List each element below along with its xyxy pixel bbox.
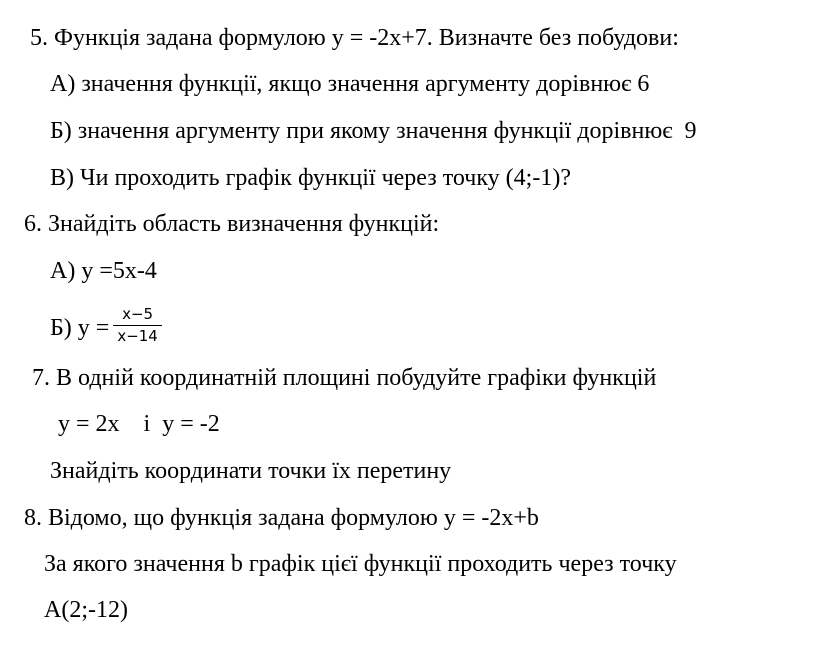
task-6-part-a: А) y =5x-4 xyxy=(50,258,157,284)
task-5-part-a: А) значення функції, якщо значення аргументу дорівнює 6 xyxy=(50,71,650,97)
task-8-question: За якого значення b графік цієї функції проходить через точку xyxy=(44,551,677,577)
task-8-point: A(2;-12) xyxy=(44,597,128,623)
fraction xyxy=(113,306,162,345)
task-7-statement: 7. В одній координатній площині побудуйте графіки функцій xyxy=(32,365,657,391)
task-8-statement: 8. Відомо, що функція задана формулою y = -2x+b xyxy=(24,505,539,531)
fraction-numerator: x−5 xyxy=(113,306,162,326)
task-6-statement: 6. Знайдіть область визначення функцій: xyxy=(24,211,440,237)
task-5-part-b: Б) значення аргументу при якому значення функції дорівнює 9 xyxy=(50,118,697,144)
task-7-functions: y = 2x і y = -2 xyxy=(58,411,220,437)
task-6-part-b xyxy=(50,305,162,349)
fraction-denominator: x−14 xyxy=(117,327,158,345)
task-5-statement: 5. Функція задана формулою y = -2x+7. Визначте без побудови: xyxy=(30,25,679,51)
task-6-part-b-prefix: Б) y = xyxy=(50,315,110,342)
task-7-instruction: Знайдіть координати точки їх перетину xyxy=(50,458,452,484)
task-5-part-c: В) Чи проходить графік функції через точку (4;-1)? xyxy=(50,165,571,191)
